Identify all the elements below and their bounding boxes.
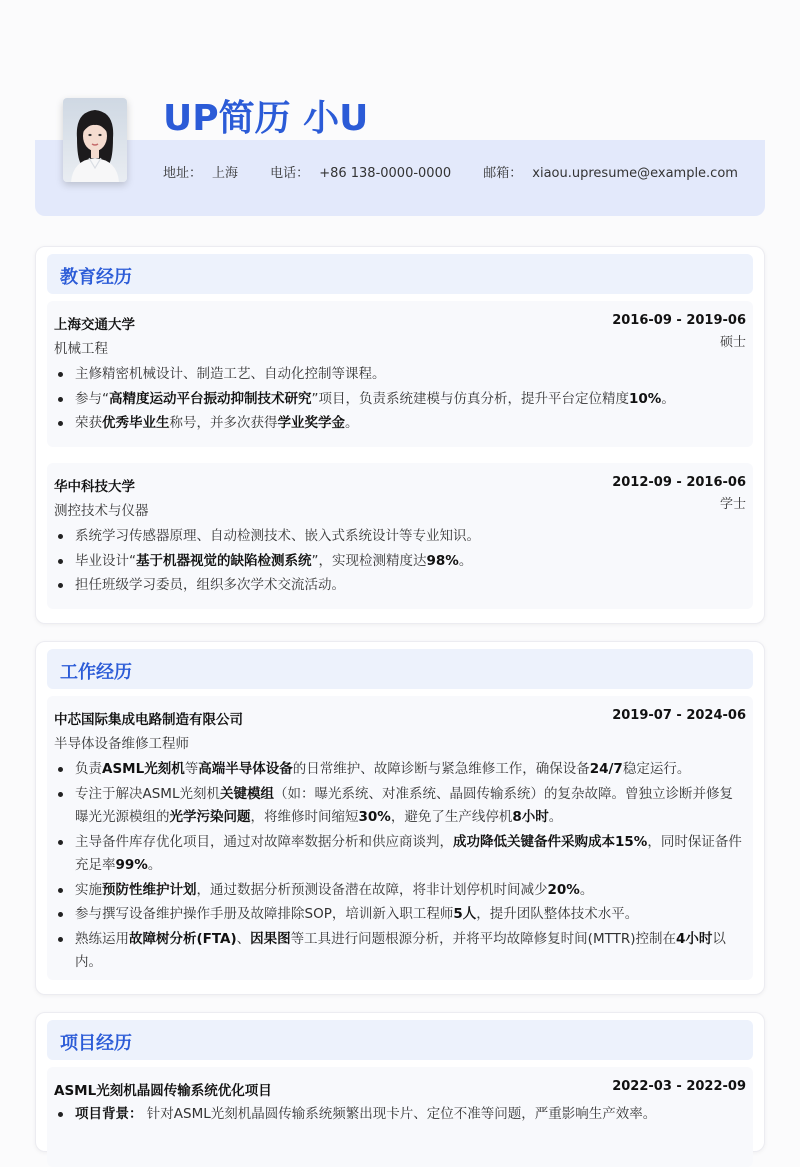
date-range: 2022-03 - 2022-09 [612, 1079, 746, 1094]
major: 机械工程 [54, 341, 108, 357]
company-name: 中芯国际集成电路制造有限公司 [54, 712, 243, 728]
project-name: ASML光刻机晶圆传输系统优化项目 [54, 1083, 272, 1099]
major: 测控技术与仪器 [54, 503, 149, 519]
bullet-item: 项目背景： 针对ASML光刻机晶圆传输系统频繁出现卡片、定位不准等问题，严重影响生产效率。 [75, 1103, 743, 1127]
job-title: 半导体设备维修工程师 [54, 736, 189, 752]
bullet-item: 系统学习传感器原理、自动检测技术、嵌入式系统设计等专业知识。 [75, 525, 743, 549]
date-range: 2016-09 - 2019-06 [612, 313, 746, 328]
bullet-item: 毕业设计“基于机器视觉的缺陷检测系统”，实现检测精度达98%。 [75, 550, 743, 574]
date-range: 2012-09 - 2016-06 [612, 475, 746, 490]
email-value: xiaou.upresume@example.com [532, 166, 738, 181]
bullet-item: 参与撰写设备维护操作手册及故障排除SOP，培训新入职工程师5人，提升团队整体技术水平。 [75, 903, 743, 927]
bullet-item: 荣获优秀毕业生称号，并多次获得学业奖学金。 [75, 412, 743, 436]
school-name: 上海交通大学 [54, 317, 135, 333]
candidate-name: UP简历 小U [163, 98, 369, 139]
bullet-list [47, 1103, 743, 1128]
resume-header [35, 68, 765, 216]
contact-address [163, 162, 238, 181]
address-label: 地址： [163, 166, 203, 181]
work-header [47, 649, 753, 689]
bullet-item: 主修精密机械设计、制造工艺、自动化控制等课程。 [75, 363, 743, 387]
work-entry [47, 696, 753, 980]
work-section [35, 641, 765, 995]
bullet-item: 专注于解决ASML光刻机关键模组（如：曝光系统、对准系统、晶圆传输系统）的复杂故障。曾独立诊断并修复曝光光源模组的光学污染问题，将维修时间缩短30%，避免了生产线停机8小时。 [75, 783, 743, 830]
projects-header [47, 1020, 753, 1060]
date-range: 2019-07 - 2024-06 [612, 708, 746, 723]
degree: 硕士 [719, 335, 746, 350]
address-value: 上海 [212, 166, 239, 181]
section-title: 工作经历 [60, 662, 132, 683]
school-name: 华中科技大学 [54, 479, 135, 495]
profile-photo [63, 98, 127, 182]
education-section [35, 246, 765, 624]
phone-label: 电话： [270, 166, 310, 181]
degree: 学士 [719, 497, 746, 512]
bullet-item: 负责ASML光刻机等高端半导体设备的日常维护、故障诊断与紧急维修工作，确保设备24/7稳定运行。 [75, 758, 743, 782]
bullet-list [47, 525, 743, 599]
education-entry [47, 301, 753, 447]
section-title: 教育经历 [60, 267, 132, 288]
bullet-list [47, 363, 743, 437]
section-title: 项目经历 [60, 1033, 132, 1054]
email-label: 邮箱： [483, 166, 523, 181]
bullet-item: 担任班级学习委员，组织多次学术交流活动。 [75, 574, 743, 598]
project-entry [47, 1067, 753, 1167]
bullet-item: 主导备件库存优化项目，通过对故障率数据分析和供应商谈判，成功降低关键备件采购成本15%，同时保证备件充足率99%。 [75, 831, 743, 878]
bullet-item: 实施预防性维护计划，通过数据分析预测设备潜在故障，将非计划停机时间减少20%。 [75, 879, 743, 903]
contact-info [163, 162, 766, 181]
education-header [47, 254, 753, 294]
bullet-list [47, 758, 743, 976]
projects-section [35, 1012, 765, 1152]
contact-phone [270, 162, 451, 181]
contact-email [483, 162, 738, 181]
bullet-item: 参与“高精度运动平台振动抑制技术研究”项目，负责系统建模与仿真分析，提升平台定位精度10%。 [75, 388, 743, 412]
phone-value: +86 138-0000-0000 [319, 166, 452, 181]
bullet-item: 熟练运用故障树分析(FTA)、因果图等工具进行问题根源分析，并将平均故障修复时间(MTTR)控制在4小时以内。 [75, 928, 743, 975]
education-entry [47, 463, 753, 609]
